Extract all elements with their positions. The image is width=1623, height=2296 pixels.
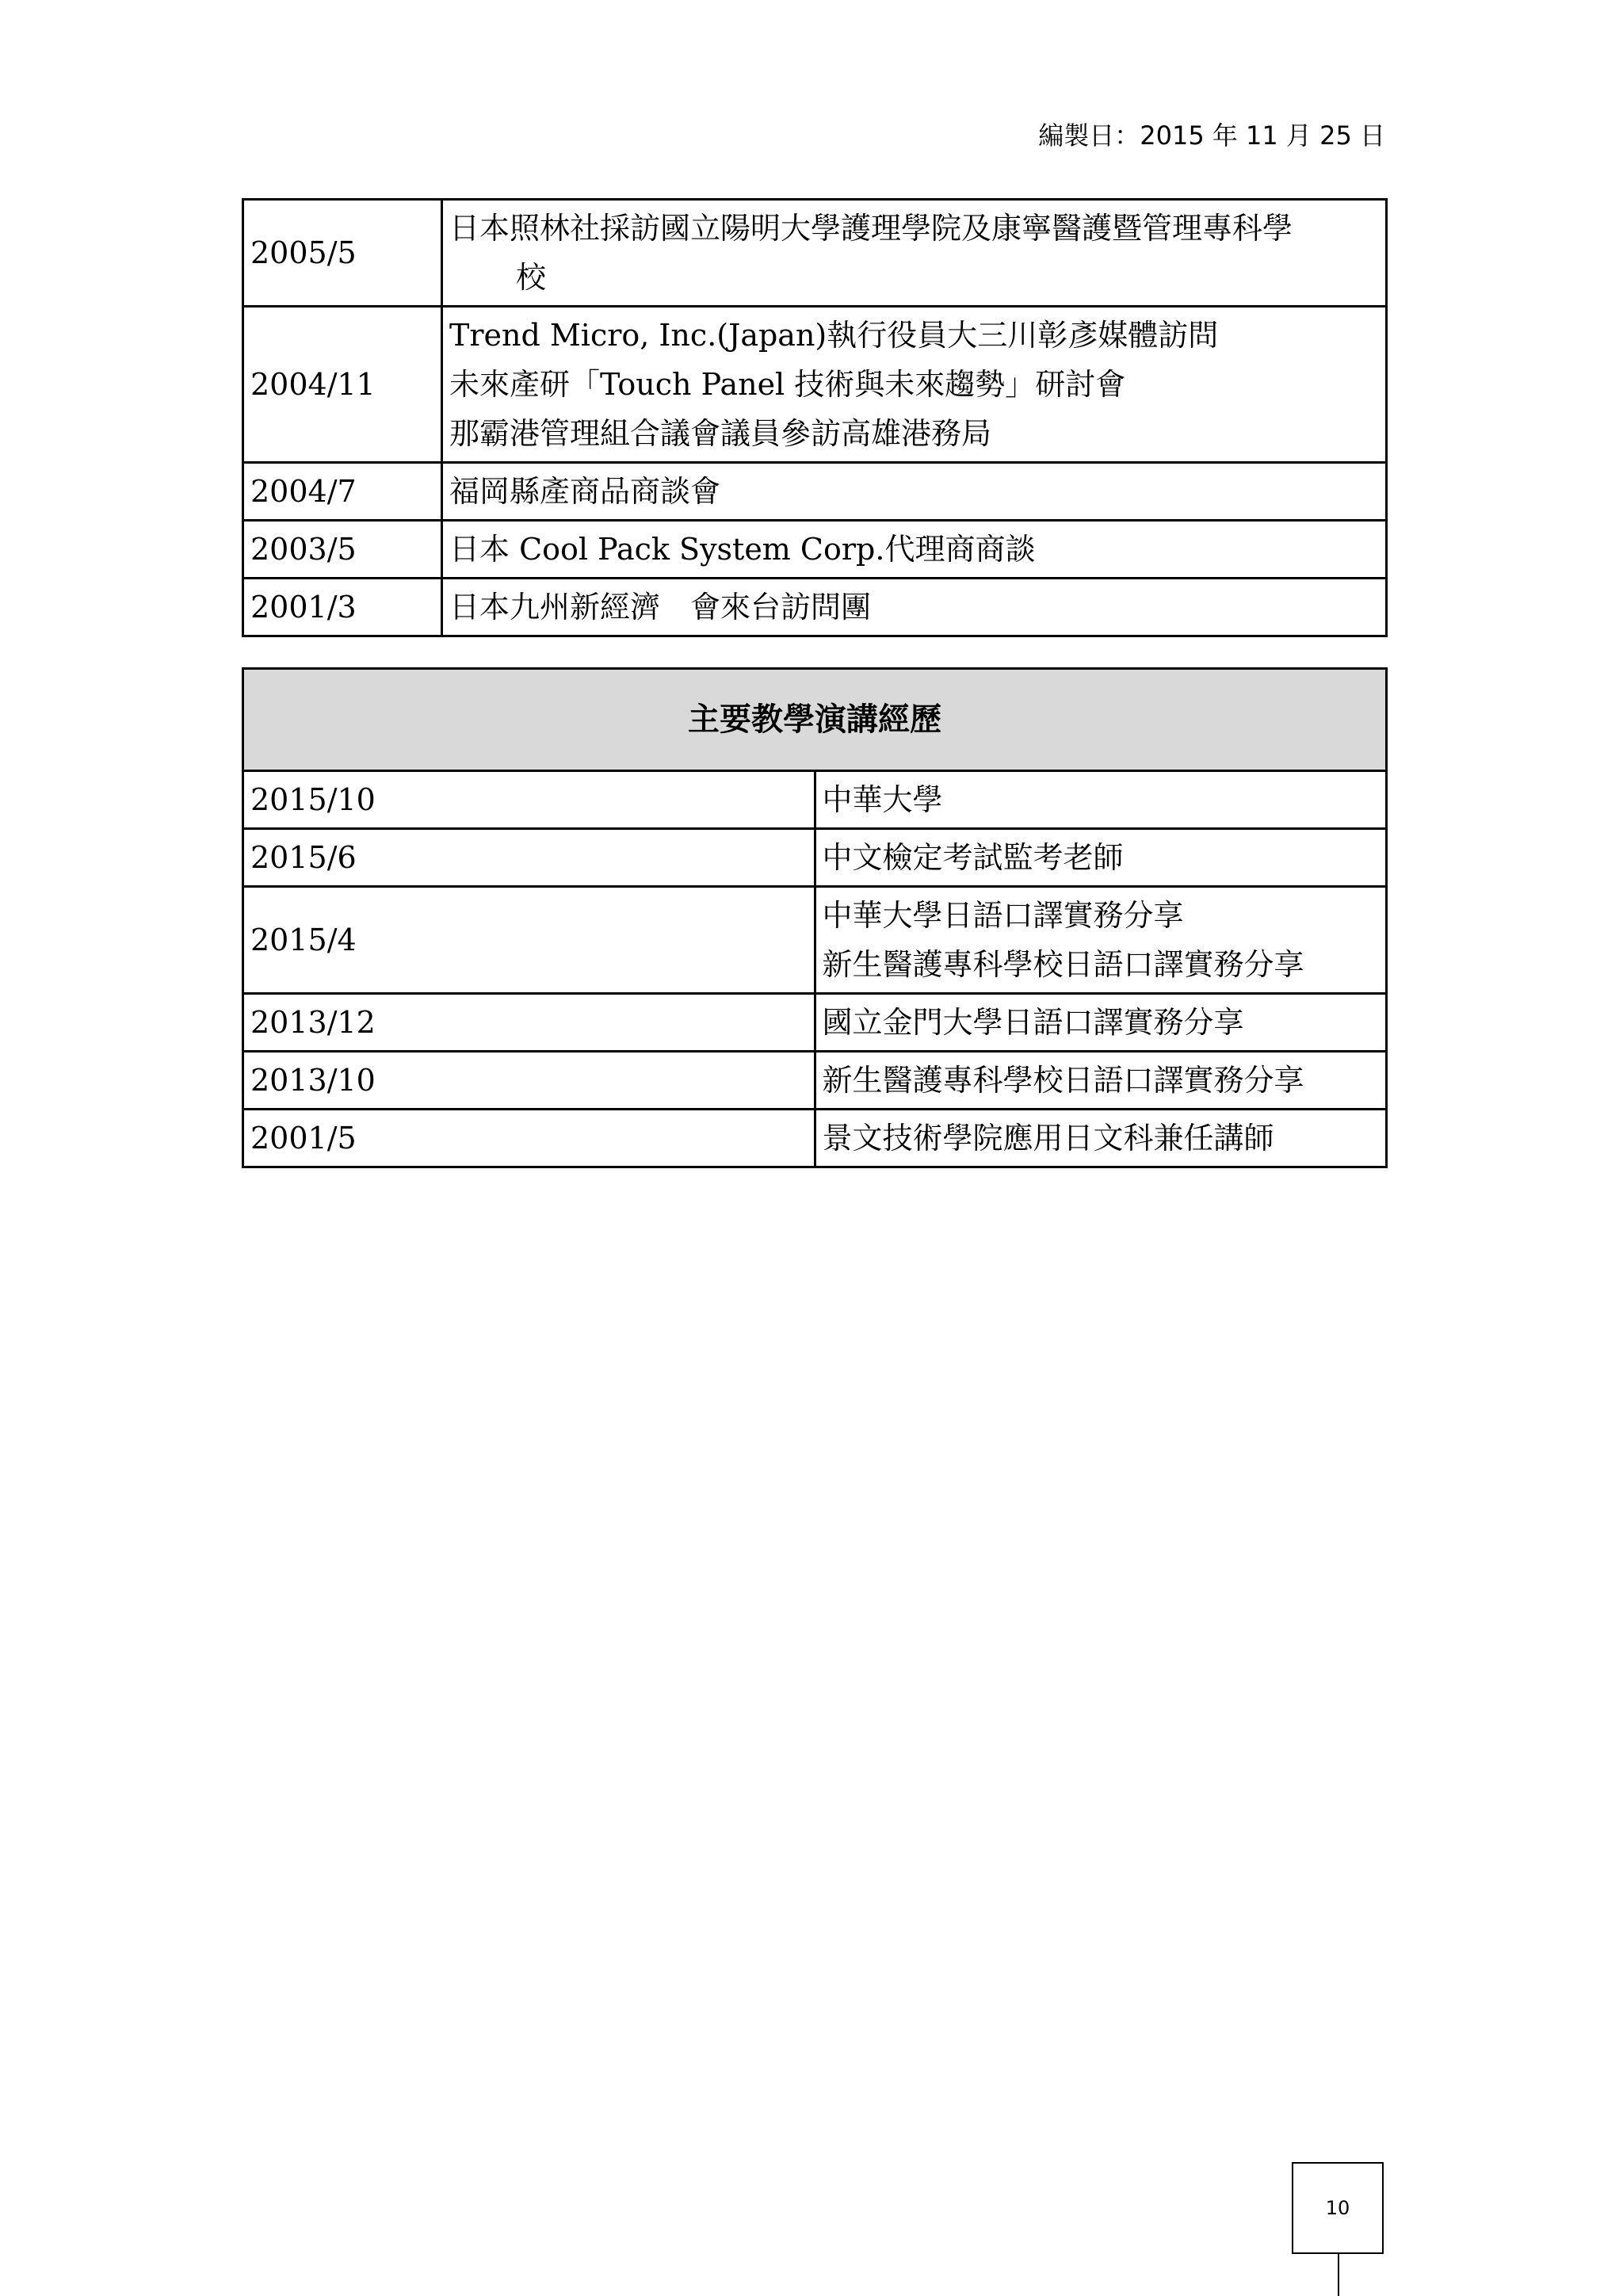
- row-content: [442, 521, 1387, 579]
- row-content: [815, 1052, 1387, 1110]
- table-row: [243, 579, 1387, 636]
- row-line: 福岡縣產商品商談會: [449, 474, 721, 509]
- row-line: 中華大學: [822, 782, 943, 817]
- table-row: [243, 829, 1387, 887]
- row-line: 景文技術學院應用日文科兼任講師: [822, 1121, 1274, 1156]
- row-date: 2003/5: [243, 521, 442, 579]
- row-date: 2013/10: [243, 1052, 815, 1110]
- row-content: [815, 829, 1387, 887]
- row-date: 2013/12: [243, 994, 815, 1052]
- row-content: [442, 463, 1387, 521]
- row-line: 中華大學日語口譯實務分享: [822, 898, 1184, 933]
- table-row: [243, 1110, 1387, 1167]
- page-number-tick: [1338, 2254, 1339, 2296]
- row-content: [815, 887, 1387, 994]
- header-date: 編製日：2015 年 11 月 25 日: [1038, 120, 1385, 151]
- table-row: [243, 200, 1387, 307]
- table-row: [243, 307, 1387, 463]
- row-date: 2005/5: [243, 200, 442, 307]
- table-row: [243, 1052, 1387, 1110]
- row-date: 2004/11: [243, 307, 442, 463]
- table-row: [243, 994, 1387, 1052]
- row-line: 中文檢定考試監考老師: [822, 840, 1124, 875]
- table-row: [243, 463, 1387, 521]
- row-line: Trend Micro, Inc.(Japan)執行役員大三川彰彥媒體訪問: [449, 318, 1219, 353]
- table-row: [243, 771, 1387, 829]
- row-line: 日本九州新經濟 會來台訪問團: [449, 590, 872, 625]
- row-content: [442, 579, 1387, 636]
- row-line: 那霸港管理組合議會議員參訪高雄港務局: [449, 416, 992, 451]
- table-row: [243, 887, 1387, 994]
- table-title-row: [243, 669, 1387, 771]
- row-date: 2001/3: [243, 579, 442, 636]
- row-date: 2015/10: [243, 771, 815, 829]
- row-date: 2015/6: [243, 829, 815, 887]
- row-date: 2004/7: [243, 463, 442, 521]
- row-line: 校: [516, 260, 547, 295]
- row-date: 2015/4: [243, 887, 815, 994]
- row-line: 新生醫護專科學校日語口譯實務分享: [822, 1063, 1304, 1098]
- row-date: 2001/5: [243, 1110, 815, 1167]
- row-line: 日本 Cool Pack System Corp.代理商商談: [449, 532, 1036, 567]
- row-content: [815, 771, 1387, 829]
- page-number: 10: [1292, 2162, 1384, 2254]
- row-content: [442, 307, 1387, 463]
- visits-table: [242, 198, 1388, 637]
- table-title: 主要教學演講經歷: [243, 669, 1387, 771]
- row-line: 未來產研「Touch Panel 技術與未來趨勢」研討會: [449, 367, 1126, 402]
- row-line: 日本照林社採訪國立陽明大學護理學院及康寧醫護暨管理專科學: [449, 211, 1293, 246]
- table-row: [243, 521, 1387, 579]
- row-content: [815, 1110, 1387, 1167]
- row-line: 國立金門大學日語口譯實務分享: [822, 1005, 1244, 1040]
- row-line: 新生醫護專科學校日語口譯實務分享: [822, 947, 1304, 982]
- teaching-table: [242, 667, 1388, 1168]
- row-content: [815, 994, 1387, 1052]
- row-content: [442, 200, 1387, 307]
